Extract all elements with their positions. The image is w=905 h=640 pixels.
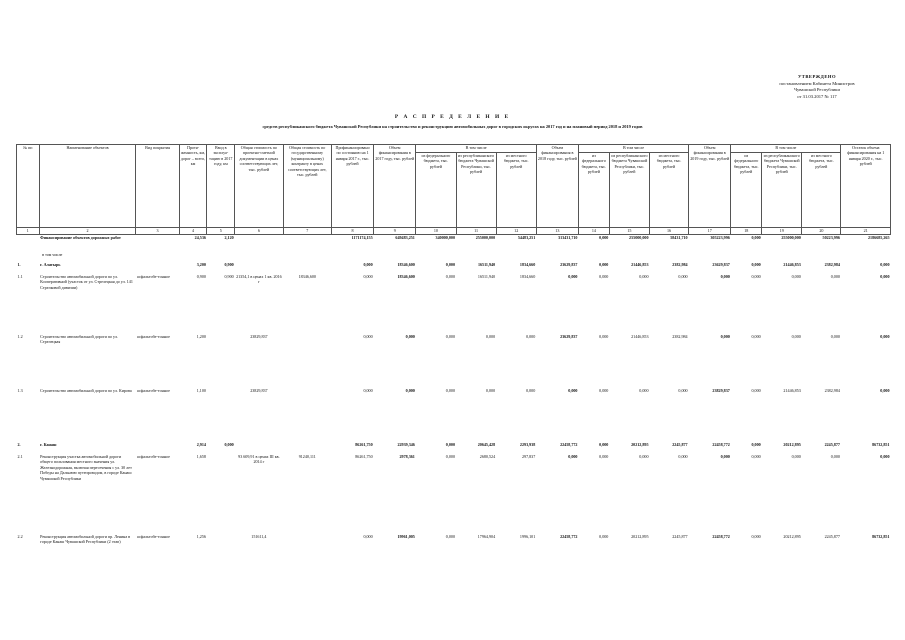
republic-2018: 20212,895 [631,442,649,447]
header-length: Протя-женность, км, дорог – всего, км [179,145,207,228]
object-name: Финансирование объектов дорожных работ [40,235,121,240]
republic-2018: 0,000 [639,274,649,279]
header-surface: Вид покрытия [136,145,179,228]
rest-2020: 0,000 [880,334,890,339]
header-total-cost: Общая стоимость по проектно-сметной документации в ценах соответствующих лет, тыс. рублей [235,145,283,228]
rest-2020: 2186685,265 [868,235,890,240]
rest-2020 [841,252,891,262]
federal-2018: 0,000 [599,388,609,393]
volume-2019: 22458,772 [712,534,730,539]
federal-2018: 0,000 [599,442,609,447]
intro-km: 0,000 [224,442,234,447]
intro-km [207,534,235,594]
local-2017: 2293,938 [519,442,536,447]
federal-2017: 0,000 [445,454,455,459]
header-fed-2019: из федерального бюджета, тыс. рублей [731,153,762,228]
volume-2017: 0,000 [405,334,415,339]
republic-2019: 20212,895 [783,442,801,447]
table-row [17,388,891,442]
local-2019: 0,000 [830,274,840,279]
column-number: 10 [416,228,456,235]
republic-2017: 16511,940 [477,274,496,279]
financed: 0,000 [363,274,373,279]
object-name: Строительство автомобильной дороги по ул. Кирова [40,388,132,393]
local-2018: 2245,877 [672,442,688,447]
object-name: Строительство автомобильной дороги по ул. Кооперативной (участок от ул. Стрелецкая до ул. 141 Стрелковой дивизии) [40,274,133,290]
volume-2019: 23629,837 [712,262,730,267]
volume-2018: 0,000 [568,454,578,459]
distribution-table [16,144,891,594]
approval-line: от 31.03.2017 № 117 [797,93,837,99]
republic-2018: 20212,895 [631,534,649,539]
local-2019: 2245,877 [824,534,840,539]
intro-km: 0,900 [224,262,234,267]
column-number: 21 [841,228,891,235]
table-row [17,235,891,253]
column-number-row [17,228,891,235]
republic-2017: 0,000 [485,388,496,393]
column-number: 5 [207,228,235,235]
federal-2018: 0,000 [599,454,609,459]
republic-2018 [609,252,649,262]
republic-2019 [762,252,802,262]
contract-cost [283,388,331,442]
local-2017: 0,000 [526,388,536,393]
local-2017: 54483,251 [517,235,536,240]
financed: 0,000 [363,388,373,393]
header-incl-2017: В том числе [416,145,536,153]
volume-2018 [536,252,578,262]
header-financed: Профинансировано по состоянию на 1 января 2017 г., тыс. рублей [331,145,373,228]
financed: 0,000 [363,262,373,267]
header-rest: Остаток объема финансирования на 1 января 2020 г., тыс. рублей [841,145,891,228]
federal-2019: 0,000 [751,334,761,339]
surface-type [136,442,179,454]
total-cost [235,252,283,262]
length-km: 2,914 [196,442,206,447]
financed: 0,000 [363,334,373,339]
object-name: г. Алатырь [40,262,61,267]
column-number: 9 [374,228,416,235]
local-2019 [802,252,841,262]
header-volume-2018: Объем финансирования в 2018 году, тыс. рублей [536,145,578,228]
federal-2018: 0,000 [599,274,609,279]
volume-2019: 0,000 [720,454,730,459]
row-number: 2.2 [17,534,23,539]
contract-cost [283,534,331,594]
local-2018: 2245,877 [672,534,688,539]
volume-2019 [689,252,731,262]
row-number [17,252,40,262]
republic-2019: 21446,853 [783,262,801,267]
length-km: 0,900 [196,274,206,279]
table-row [17,442,891,454]
republic-2018: 255000,000 [629,235,649,240]
local-2018: 2382,984 [672,262,688,267]
total-cost: 151611,4 [251,534,267,539]
header-rep-2017: из республиканского бюджета Чувашской Республики, тыс. рублей [456,153,496,228]
column-number: 18 [731,228,762,235]
column-number: 3 [136,228,179,235]
federal-2017: 0,000 [445,274,455,279]
local-2019: 0,000 [830,454,840,459]
intro-km [207,252,235,262]
local-2018 [650,252,689,262]
intro-km: 0,900 [224,274,234,279]
federal-2019: 0,000 [751,454,761,459]
volume-2017: 18346,600 [397,274,415,279]
document-subtitle: средств республиканского бюджета Чувашской Республики на строительство и реконструкцию автомобильных дорог в городских округах на 2017 год и на плановый период 2018 и 2019 годов [262,124,643,129]
header-loc-2019: из местного бюджета, тыс. рублей [802,153,841,228]
federal-2018 [578,252,609,262]
volume-2018: 0,000 [568,388,578,393]
document-title: Р А С П Р Е Д Е Л Е Н И Е [394,114,511,120]
local-2018: 0,000 [678,388,688,393]
row-number: 1.2 [17,334,23,339]
object-name: г. Канаш [40,442,57,447]
row-number: 2.1 [17,454,23,459]
header-loc-2017: из местного бюджета, тыс. рублей [496,153,536,228]
federal-2018: 0,000 [599,235,609,240]
contract-cost [283,442,331,454]
table-row [17,262,891,274]
federal-2017: 0,000 [445,442,455,447]
volume-2018: 23629,837 [560,334,578,339]
rest-2020: 0,000 [880,274,890,279]
approval-title: УТВЕРЖДЕНО [797,74,837,79]
object-name: в том числе [42,252,63,257]
length-km: 1,658 [196,454,206,459]
column-number: 1 [17,228,40,235]
table-row [17,534,891,594]
row-number: 1.1 [17,274,23,279]
local-2017: 1996,101 [519,534,536,539]
local-2018: 0,000 [678,454,688,459]
header-fed-2017: из федерального бюджета, тыс. рублей [416,153,456,228]
republic-2017: 255000,000 [475,235,496,240]
volume-2017: 19961,005 [397,534,415,539]
table-row [17,274,891,334]
local-2017: 0,000 [526,334,536,339]
volume-2019: 305223,996 [710,235,730,240]
republic-2019: 255000,000 [781,235,801,240]
local-2017: 297,837 [521,454,536,459]
header-volume-2017: Объем финансирования в 2017 году, тыс. рублей [374,145,416,228]
approval-line: постановлением Кабинета Министров [779,80,855,86]
length-km: 1,100 [196,388,206,393]
local-2017: 1834,660 [519,262,536,267]
republic-2019: 20212,895 [783,534,801,539]
header-rep-2019: из республиканского бюджета Чувашской Республики, тыс. рублей [762,153,802,228]
local-2019: 50223,996 [822,235,840,240]
approval-line: Чувашской Республики [794,87,840,93]
federal-2017: 0,000 [445,534,455,539]
federal-2019: 0,000 [751,235,761,240]
column-number: 20 [802,228,841,235]
column-number: 7 [283,228,331,235]
republic-2017: 0,000 [485,334,496,339]
federal-2018: 0,000 [599,534,609,539]
local-2017 [496,252,536,262]
length-km: 3,200 [196,262,206,267]
local-2019: 2245,877 [824,442,840,447]
local-2017: 1834,660 [519,274,536,279]
approval-stamp [742,74,892,100]
header-intro: Ввод в эксплуа-тацию в 2017 году, км [207,145,235,228]
republic-2019: 0,000 [791,334,801,339]
header-name: Наименование объектов [39,145,136,228]
federal-2018: 0,000 [599,334,609,339]
contract-cost [283,252,331,262]
republic-2017: 2680,524 [479,454,496,459]
header-loc-2018: из местного бюджета, тыс. рублей [650,153,689,228]
republic-2017: 17964,904 [477,534,496,539]
total-cost: 21354,1 в ценах 1 кв. 2016 г [236,274,282,285]
surface-type [136,235,179,253]
volume-2019: 0,000 [720,334,730,339]
financed: 1171174,155 [351,235,373,240]
total-cost [235,235,283,253]
header-rep-2018: из республиканского бюджета Чувашской Республики, тыс. рублей [609,153,649,228]
federal-2017: 0,000 [445,262,455,267]
surface-type: асфальтобе-тонное [136,388,170,393]
rest-2020: 86732,851 [872,534,890,539]
federal-2017: 0,000 [445,334,455,339]
volume-2017: 0,000 [405,388,415,393]
total-cost [235,262,283,274]
total-cost [235,442,283,454]
contract-cost [283,262,331,274]
republic-2019: 0,000 [791,454,801,459]
header-fed-2018: из федерального бюджета, тыс. рублей [578,153,609,228]
header-state-cost: Общая стоимость по государственному (муниципальному) контракту в ценах соответствующих лет, тыс. рублей [283,145,331,228]
column-number: 12 [496,228,536,235]
volume-2019: 23829,837 [712,388,730,393]
volume-2017: 2978,361 [399,454,415,459]
surface-type [136,262,179,274]
contract-cost [283,235,331,253]
table-row [17,454,891,534]
federal-2019: 0,000 [751,442,761,447]
republic-2018: 0,000 [639,454,649,459]
total-cost: 23829,837 [250,388,268,393]
row-number: 1. [17,262,21,267]
rest-2020: 0,000 [880,262,890,267]
volume-2017 [374,252,416,262]
republic-2019: 0,000 [791,274,801,279]
volume-2018: 22458,772 [560,442,578,447]
volume-2018: 23629,837 [560,262,578,267]
federal-2017: 340000,000 [435,235,455,240]
rest-2020: 0,000 [880,388,890,393]
column-number: 19 [762,228,802,235]
row-number: 2. [17,442,21,447]
volume-2017: 649483,251 [395,235,415,240]
total-cost: 23829,837 [250,334,268,339]
surface-type: асфальтобе-тонное [136,454,170,459]
republic-2018: 0,000 [639,388,649,393]
length-km [179,252,207,262]
local-2018: 2382,984 [672,334,688,339]
contract-cost: 18346,600 [298,274,316,279]
header-no: № пп [17,145,40,228]
federal-2017 [416,252,456,262]
column-number: 2 [39,228,136,235]
column-number: 15 [609,228,649,235]
financed: 0,000 [363,534,373,539]
republic-2018: 21446,853 [631,262,649,267]
column-number: 13 [536,228,578,235]
surface-type: асфальтобе-тонное [136,274,170,279]
volume-2019: 22458,772 [712,442,730,447]
intro-km [207,334,235,388]
length-km: 24,536 [194,235,206,240]
row-number [17,235,40,253]
volume-2019: 0,000 [720,274,730,279]
intro-km: 2,120 [224,235,234,240]
length-km: 1,200 [196,334,206,339]
federal-2019: 0,000 [751,262,761,267]
table-row [17,252,891,262]
length-km: 1,256 [196,534,206,539]
volume-2018: 0,000 [568,274,578,279]
surface-type: асфальтобе-тонное [136,334,170,339]
column-number: 8 [331,228,373,235]
federal-2019: 0,000 [751,274,761,279]
federal-2017: 0,000 [445,388,455,393]
column-number: 6 [235,228,283,235]
table-row [17,334,891,388]
republic-2017 [456,252,496,262]
contract-cost [283,334,331,388]
republic-2017: 20645,428 [477,442,496,447]
financed: 86261,750 [355,454,373,459]
federal-2019: 0,000 [751,534,761,539]
object-name: Реконструкция автомобильной дороги пр. Ленина в городе Канаш Чувашской Республики (2 этап) [40,534,131,545]
row-number: 1.3 [17,388,23,393]
volume-2017: 22939,346 [397,442,415,447]
surface-type: асфальтобе-тонное [136,534,170,539]
object-name: Реконструкция участка автомобильной дороги общего пользования местного значения ул. Железнодорожная, включая пересечения с ул. 30 лет Победы на Дальнюю путепроводом, в городе Канаш Чувашской Республики [40,454,132,481]
republic-2018: 21446,853 [631,334,649,339]
header-incl-2018: В том числе [578,145,688,153]
column-number: 4 [179,228,207,235]
financed: 86261,750 [355,442,373,447]
rest-2020: 0,000 [880,454,890,459]
header-incl-2019: В том числе [731,145,841,153]
surface-type [136,252,179,262]
object-name: Строительство автомобильной дороги по ул. Стрелецкая [40,334,118,345]
column-number: 16 [650,228,689,235]
header-volume-2019: Объем финансирования в 2019 году, тыс. рублей [689,145,731,228]
republic-2017: 16511,940 [477,262,496,267]
financed [331,252,373,262]
volume-2018: 22458,772 [560,534,578,539]
intro-km [207,454,235,534]
volume-2018: 313431,710 [558,235,578,240]
total-cost: 93 609,91 в ценах III кв. 2014 г [238,454,280,465]
contract-cost: 91240,111 [298,454,316,459]
column-number: 14 [578,228,609,235]
republic-2019: 21446,853 [783,388,801,393]
rest-2020: 86732,851 [872,442,890,447]
federal-2019 [731,252,762,262]
column-number: 11 [456,228,496,235]
local-2018: 0,000 [678,274,688,279]
local-2019: 2382,984 [824,262,840,267]
column-number: 17 [689,228,731,235]
federal-2019: 0,000 [751,388,761,393]
federal-2018: 0,000 [599,262,609,267]
intro-km [207,388,235,442]
volume-2017: 18346,600 [397,262,415,267]
local-2018: 58431,710 [670,235,688,240]
local-2019: 0,000 [830,334,840,339]
local-2019: 2382,984 [824,388,840,393]
